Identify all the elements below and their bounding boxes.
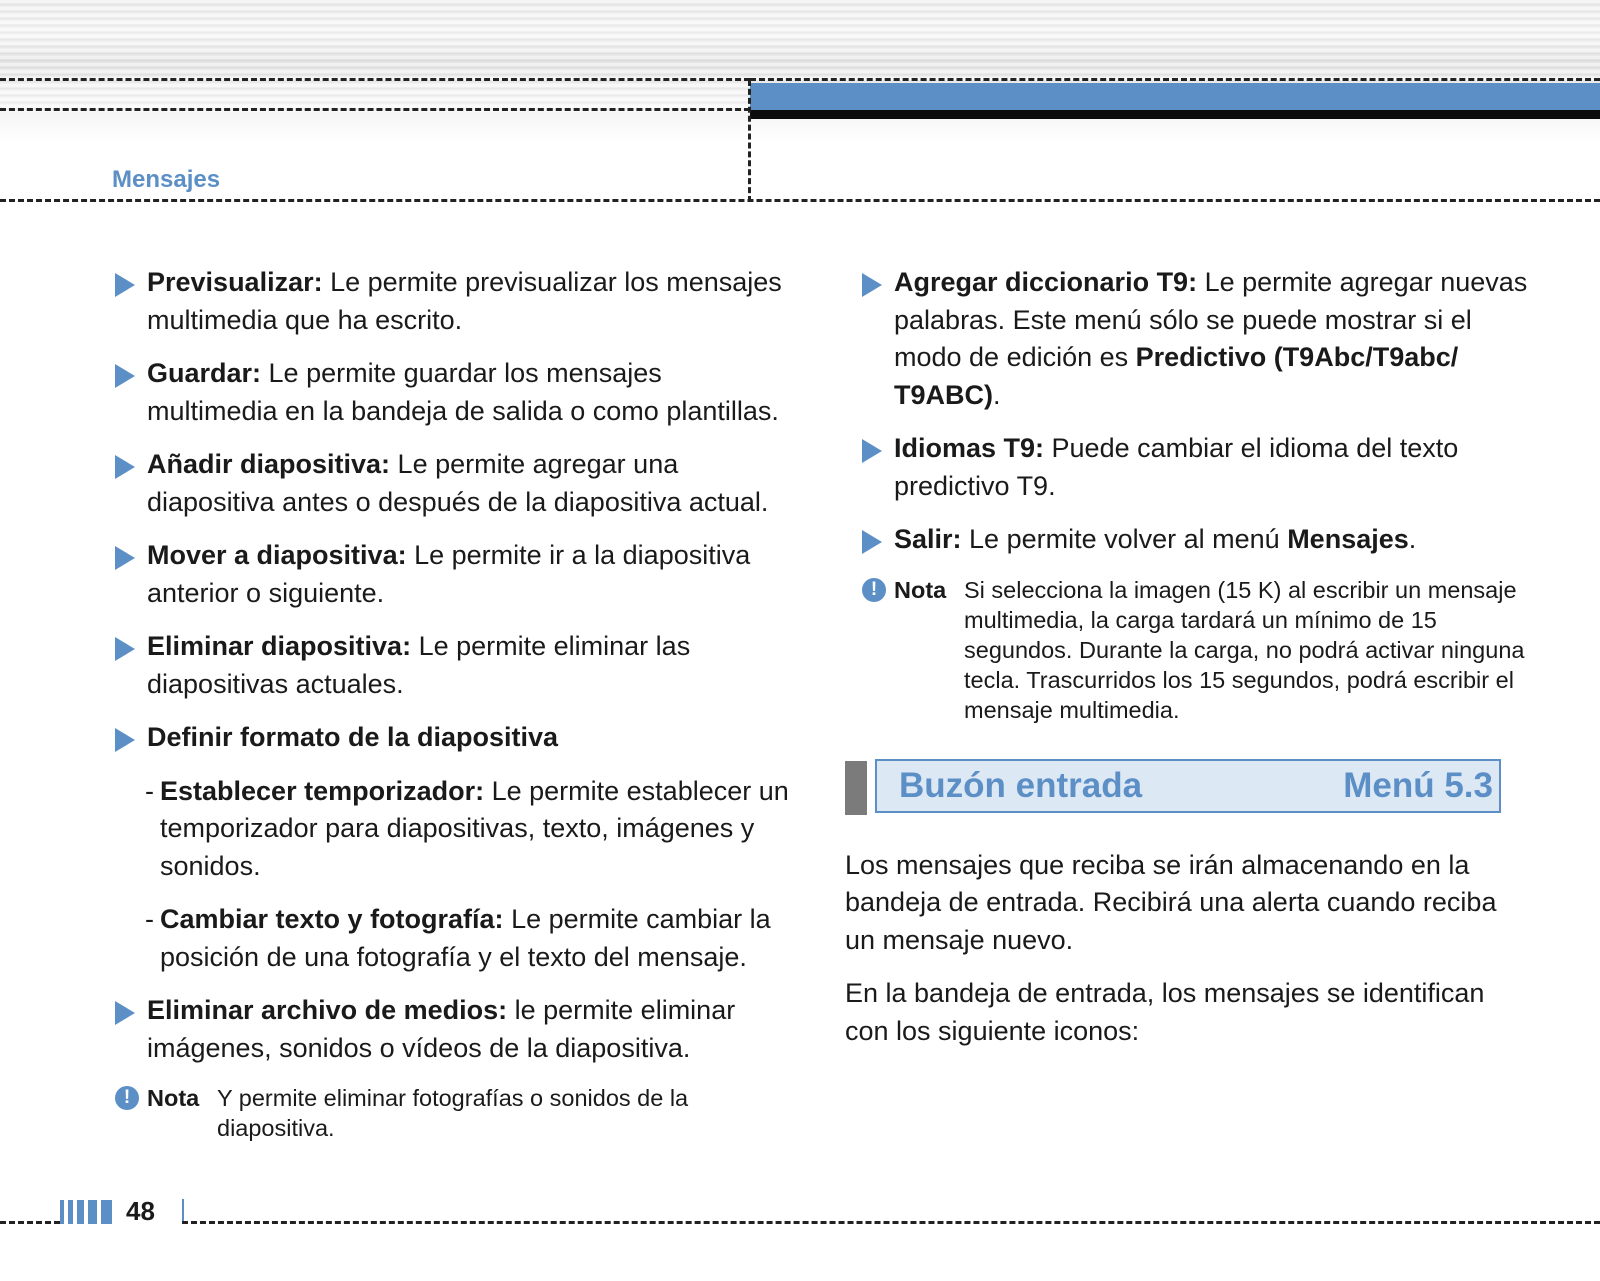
bullet-text: Le permite previsualizar los mensajes multimedia que ha escrito.: [147, 267, 782, 335]
arrow-bullet-icon: [862, 439, 882, 463]
sub-item-dash: -: [145, 904, 154, 934]
bullet-text: .: [993, 379, 1001, 410]
sub-item: [115, 901, 790, 976]
arrow-bullet-icon: [115, 637, 135, 661]
header-black-bar: [750, 110, 1600, 119]
page-number: 48: [126, 1196, 155, 1226]
header-dashed-line: [750, 78, 1600, 81]
bullet-term: Guardar:: [147, 358, 262, 388]
bullet-bold-text: Mensajes: [1287, 524, 1409, 554]
bullet-item: [115, 719, 790, 757]
header-dashed-line: [0, 108, 750, 111]
bullet-term: Eliminar archivo de medios:: [147, 995, 508, 1025]
bullet-term: Eliminar diapositiva:: [147, 631, 412, 661]
body-paragraph: Los mensajes que reciba se irán almacenando en la bandeja de entrada. Recibirá una alerta cuando reciba un mensaje nuevo.: [845, 849, 1497, 955]
bullet-term: Agregar diccionario T9:: [894, 267, 1198, 297]
sub-item: [115, 773, 790, 886]
header-bottom-dashed-line: [0, 199, 1600, 202]
arrow-bullet-icon: [862, 273, 882, 297]
bullet-text: .: [1408, 524, 1417, 554]
note-label: Nota: [894, 576, 947, 603]
bullet-item: [115, 355, 790, 430]
exclamation-icon: !: [115, 1086, 139, 1110]
menu-heading-box: [875, 759, 1501, 813]
bullet-bold-text: Predictivo (T9Abc/T9abc/ T9ABC): [894, 342, 1459, 410]
bullet-term: Previsualizar:: [147, 267, 323, 297]
note-text: Si selecciona la imagen (15 K) al escribir un mensaje multimedia, la carga tardará un mínimo de 15 segundos. Durante la carga, no podrá activar ninguna tecla. Trascurridos los 15 segundos, podrá escribir el mensaje multimedia.: [964, 576, 1525, 723]
bullet-text: Le permite agregar una diapositiva antes o después de la diapositiva actual.: [147, 449, 769, 517]
header-blue-bar: [750, 83, 1600, 110]
note-label: Nota: [147, 1085, 200, 1111]
bullet-item: [115, 446, 790, 521]
right-column: [845, 264, 1542, 1066]
exclamation-icon: !: [862, 578, 886, 602]
left-column: [115, 264, 790, 1143]
bullet-text: Le permite eliminar las diapositivas actuales.: [147, 631, 691, 699]
body-paragraph: En la bandeja de entrada, los mensajes se identifican con los siguiente iconos:: [845, 978, 1485, 1046]
bullet-item: [862, 430, 1494, 505]
bullet-item: [862, 264, 1534, 414]
bullet-term: Añadir diapositiva:: [147, 449, 391, 479]
sub-item-term: Establecer temporizador:: [160, 775, 485, 806]
bullet-item: [115, 537, 790, 612]
footer-dashed-line: [182, 1221, 1600, 1224]
arrow-bullet-icon: [862, 530, 882, 554]
note-block: [862, 575, 1544, 725]
section-label: Mensajes: [112, 166, 221, 193]
bullet-item: [862, 521, 1542, 559]
menu-heading-marker: [845, 761, 867, 815]
arrow-bullet-icon: [115, 455, 135, 479]
note-text: Y permite eliminar fotografías o sonidos de la diapositiva.: [217, 1085, 689, 1141]
bullet-text: Le permite ir a la diapositiva anterior o siguiente.: [147, 540, 751, 608]
footer-dashed-line: [0, 1221, 60, 1224]
header-dashed-line: [0, 78, 750, 81]
note-block: [115, 1083, 697, 1143]
footer-tick: [182, 1199, 184, 1221]
bullet-item: [115, 628, 790, 703]
sub-item-text: Le permite establecer un temporizador para diapositivas, texto, imágenes y sonidos.: [160, 775, 789, 881]
arrow-bullet-icon: [115, 546, 135, 570]
bullet-text: Le permite guardar los mensajes multimedia en la bandeja de salida o como plantillas.: [147, 358, 779, 426]
menu-heading: [845, 759, 1505, 815]
bullet-text: Puede cambiar el idioma del texto predictivo T9.: [894, 433, 1459, 501]
sub-item-term: Cambiar texto y fotografía:: [160, 904, 504, 934]
sub-item-dash: -: [145, 775, 154, 806]
bullet-term: Mover a diapositiva:: [147, 540, 407, 570]
header-dashed-divider: [748, 80, 751, 202]
sub-item-text: Le permite cambiar la posición de una fotografía y el texto del mensaje.: [160, 904, 771, 972]
bullet-term: Idiomas T9:: [894, 433, 1045, 463]
menu-number: Menú 5.3: [1343, 765, 1493, 805]
arrow-bullet-icon: [115, 364, 135, 388]
bullet-text: Le permite volver al menú: [961, 524, 1288, 554]
bullet-item: [115, 264, 790, 339]
bullet-text: Le permite agregar nuevas palabras. Este menú sólo se puede mostrar si el modo de edición es: [894, 267, 1528, 372]
arrow-bullet-icon: [115, 273, 135, 297]
bullet-item: [115, 992, 790, 1067]
arrow-bullet-icon: [115, 1001, 135, 1025]
menu-title: Buzón entrada: [899, 765, 1143, 805]
bullet-text: le permite eliminar imágenes, sonidos o vídeos de la diapositiva.: [147, 995, 736, 1063]
bullet-term: Salir:: [894, 524, 962, 554]
arrow-bullet-icon: [115, 728, 135, 752]
bullet-term: Definir formato de la diapositiva: [147, 722, 559, 752]
